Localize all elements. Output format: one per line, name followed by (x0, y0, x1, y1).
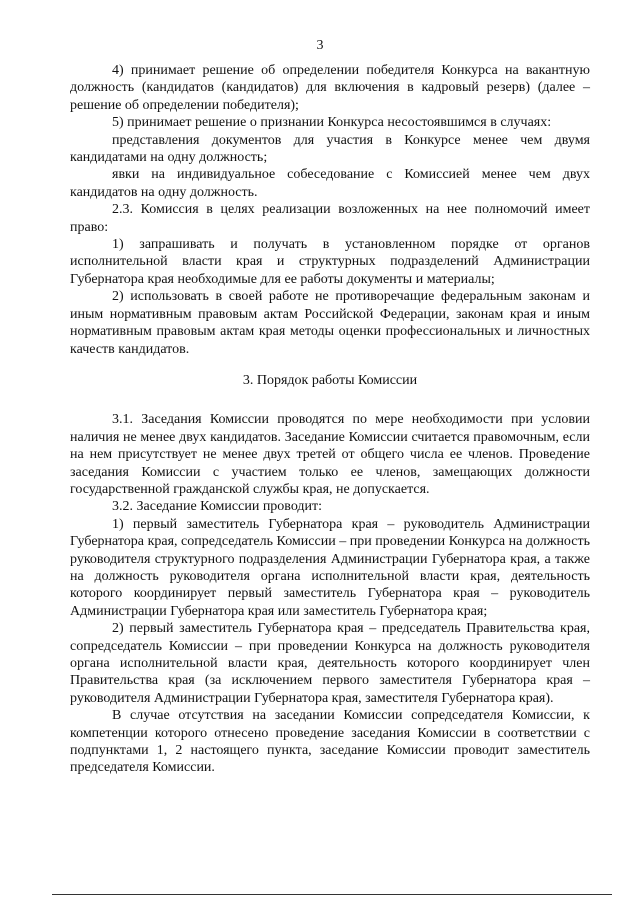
paragraph-2-2-item-4: 4) принимает решение об определении победителя Конкурса на вакантную должность (кандидатов (кандидатов) для включения в кадровый резерв) (далее – решение об определении победителя); (70, 63, 590, 113)
paragraph-2-2-item-5: 5) принимает решение о признании Конкурса несостоявшимся в случаях: (112, 115, 552, 131)
paragraph-2-3-item-2: 2) использовать в своей работе не противоречащие федеральным законам и иным нормативным правовым актам Российской Федерации, законам края и иным нормативным правовым актам края методы оценки профессиональных и личностных качеств кандидатов. (70, 289, 590, 357)
paragraph-2-3: 2.3. Комиссия в целях реализации возложенных на нее полномочий имеет право: (70, 202, 590, 235)
paragraph-3-2: 3.2. Заседание Комиссии проводит: (112, 499, 323, 515)
paragraph-case-documents: представления документов для участия в Конкурсе менее чем двумя кандидатами на одну должность; (70, 132, 590, 166)
paragraph-3-2-item-1: 1) первый заместитель Губернатора края – руководитель Администрации Губернатора края, сопредседатель Комиссии – при проведении Конкурса на должность руководителя структурного подразделения Администрации Губернатора края, а также на должность руководителя органа исполнительной власти края, деятельность которого координирует первый заместитель Губернатора края – руководитель Администрации Губернатора края или заместитель Губернатора края; (70, 516, 590, 619)
paragraph-2-3-item-1: 1) запрашивать и получать в установленном порядке от органов исполнительной власти края и структурных подразделений Администрации Губернатора края необходимые для ее работы документы и материалы; (70, 237, 590, 287)
paragraph-3-1: 3.1. Заседания Комиссии проводятся по мере необходимости при условии наличия не менее двух кандидатов. Заседание Комиссии считается правомочным, если на нем присутствует не менее двух третей от общего числа ее членов. Проведение заседания Комиссии с участием только ее членов, замещающих должности государственной гражданской службы края, не допускается. (70, 412, 590, 497)
footer-divider (52, 894, 612, 895)
paragraph-3-2-item-2: 2) первый заместитель Губернатора края – председатель Правительства края, сопредседатель Комиссии – при проведении Конкурса на должность руководителя органа исполнительной власти края, деятельность которого координирует член Правительства края (за исключением первого заместителя Губернатора края – руководителя Администрации Губернатора края, заместителя Губернатора края). (70, 621, 590, 706)
paragraph-case-interview: явки на индивидуальное собеседование с Комиссией менее чем двух кандидатов на одну должность. (70, 167, 590, 200)
paragraph-3-2-absence: В случае отсутствия на заседании Комиссии сопредседателя Комиссии, к компетенции которого отнесено проведение заседания Комиссии в соответствии с подпунктами 1, 2 настоящего пункта, заседание Комиссии проводит заместитель председателя Комиссии. (70, 708, 590, 776)
section-title: 3. Порядок работы Комиссии (242, 372, 418, 388)
document-body (70, 62, 590, 777)
page-number: 3 (316, 38, 324, 53)
